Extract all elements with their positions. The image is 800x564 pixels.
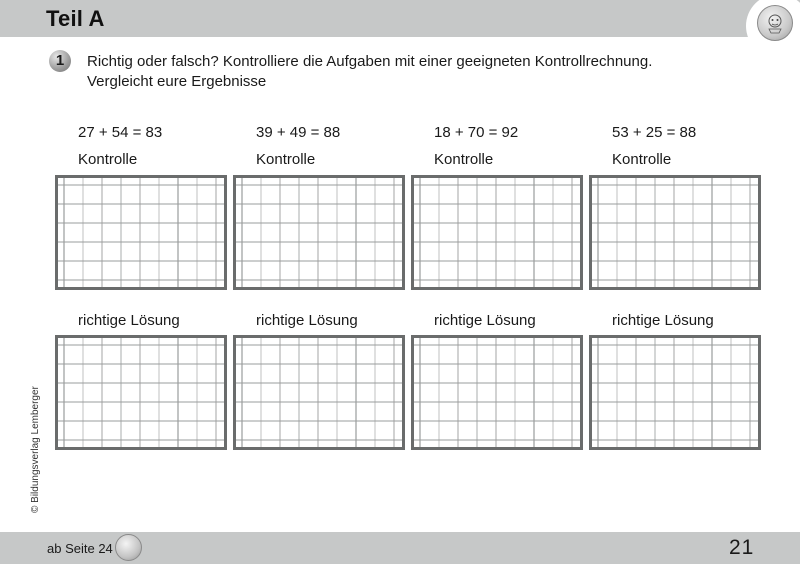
task-instruction [87, 52, 767, 92]
check-grid-1[interactable] [55, 175, 227, 290]
check-label-4: Kontrolle [612, 151, 672, 168]
page-number: 21 [729, 536, 755, 559]
mascot-medal-icon [757, 5, 793, 41]
check-label-3: Kontrolle [434, 151, 494, 168]
instruction-line-1: Richtig oder falsch? Kontrolliere die Aufgaben mit einer geeigneten Kontrollrechnung. [87, 53, 653, 70]
equation-3: 18 + 70 = 92 [434, 124, 519, 141]
grid-lines [58, 178, 224, 287]
grid-lines [236, 178, 402, 287]
grid-lines [58, 338, 224, 447]
check-grid-3[interactable] [411, 175, 583, 290]
header-band [0, 0, 800, 37]
check-label-1: Kontrolle [78, 151, 138, 168]
equation-4: 53 + 25 = 88 [612, 124, 697, 141]
footer-mascot-medal-icon [115, 534, 142, 561]
solution-label-4: richtige Lösung [612, 312, 714, 329]
solution-grid-2[interactable] [233, 335, 405, 450]
section-title: Teil A [46, 6, 105, 31]
grid-lines [236, 338, 402, 447]
task-number-badge: 1 [49, 50, 71, 72]
equation-2: 39 + 49 = 88 [256, 124, 341, 141]
grid-lines [414, 178, 580, 287]
solution-label-2: richtige Lösung [256, 312, 358, 329]
grid-lines [592, 178, 758, 287]
equation-1: 27 + 54 = 83 [78, 124, 163, 141]
check-label-2: Kontrolle [256, 151, 316, 168]
solution-label-3: richtige Lösung [434, 312, 536, 329]
check-grid-4[interactable] [589, 175, 761, 290]
grid-lines [592, 338, 758, 447]
copyright-notice: © Bildungsverlag Lemberger [30, 386, 41, 513]
page-reference: ab Seite 24 [47, 541, 113, 556]
grid-lines [414, 338, 580, 447]
solution-grid-4[interactable] [589, 335, 761, 450]
solution-grid-3[interactable] [411, 335, 583, 450]
instruction-line-2: Vergleicht eure Ergebnisse [87, 73, 267, 90]
check-grid-2[interactable] [233, 175, 405, 290]
solution-grid-1[interactable] [55, 335, 227, 450]
solution-label-1: richtige Lösung [78, 312, 180, 329]
